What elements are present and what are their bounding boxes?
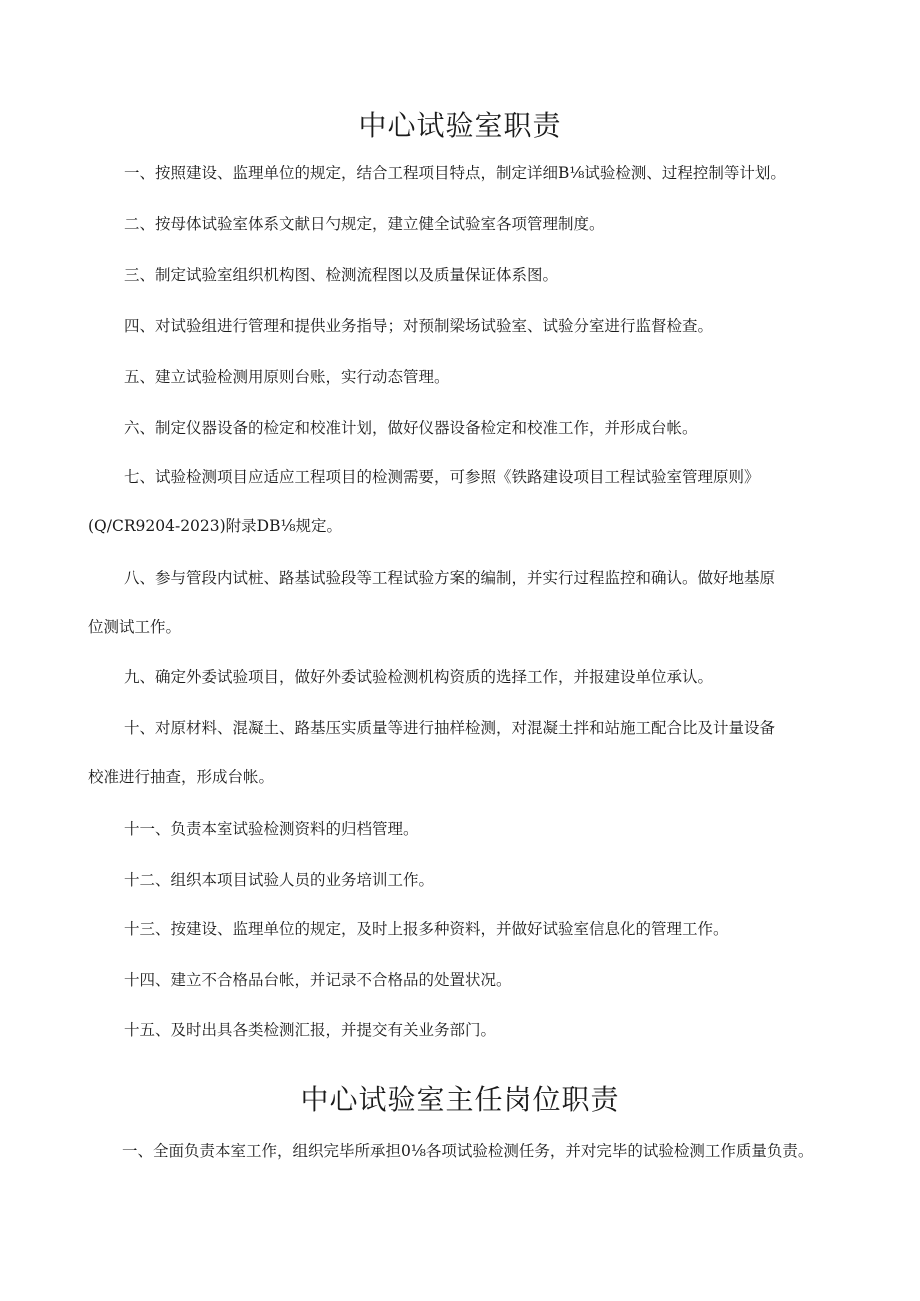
- section2-title: 中心试验室主任岗位职责: [300, 1083, 620, 1116]
- duty-item-3: 三、制定试验室组织机构图、检测流程图以及质量保证体系图。: [124, 266, 559, 284]
- section1-title: 中心试验室职责: [358, 109, 562, 142]
- duty-item-8-line1: 八、参与管段内试桩、路基试验段等工程试验方案的编制，并实行过程监控和确认。做好地基原: [124, 569, 776, 587]
- duty-item-1: 一、按照建设、监理单位的规定，结合工程项目特点，制定详细B⅛试验检测、过程控制等计划。: [124, 164, 786, 182]
- duty-item-9: 九、确定外委试验项目，做好外委试验检测机构资质的选择工作，并报建设单位承认。: [124, 668, 714, 686]
- duty-item-7-line2: (Q/CR9204-2023)附录DB⅛规定。: [88, 517, 343, 535]
- duty-item-12: 十二、组织本项目试验人员的业务培训工作。: [124, 871, 435, 889]
- duty-item-5: 五、建立试验检测用原则台账，实行动态管理。: [124, 368, 450, 386]
- duty-item-6: 六、制定仪器设备的检定和校准计划，做好仪器设备检定和校准工作，并形成台帐。: [124, 419, 698, 437]
- duty-item-10-line1: 十、对原材料、混凝土、路基压实质量等进行抽样检测，对混凝土拌和站施工配合比及计量设备: [124, 719, 776, 737]
- duty-item-10-line2: 校准进行抽查，形成台帐。: [88, 768, 275, 786]
- duty-item-7-line1: 七、试验检测项目应适应工程项目的检测需要，可参照《铁路建设项目工程试验室管理原则》: [124, 468, 760, 486]
- duty-item-15: 十五、及时出具各类检测汇报，并提交有关业务部门。: [124, 1021, 497, 1039]
- duty-item-11: 十一、负责本室试验检测资料的归档管理。: [124, 820, 419, 838]
- duty-item-14: 十四、建立不合格品台帐，并记录不合格品的处置状况。: [124, 971, 512, 989]
- duty-item-8-line2: 位测试工作。: [88, 618, 182, 636]
- duty-item-4: 四、对试验组进行管理和提供业务指导；对预制梁场试验室、试验分室进行监督检查。: [124, 317, 714, 335]
- duty-item-13: 十三、按建设、监理单位的规定，及时上报多种资料，并做好试验室信息化的管理工作。: [124, 920, 729, 938]
- duty-item-2: 二、按母体试验室体系文献日勺规定，建立健全试验室各项管理制度。: [124, 215, 605, 233]
- director-duty-item-1: 一、全面负责本室工作，组织完毕所承担0⅛各项试验检测任务，并对完毕的试验检测工作质量负责。: [122, 1142, 814, 1160]
